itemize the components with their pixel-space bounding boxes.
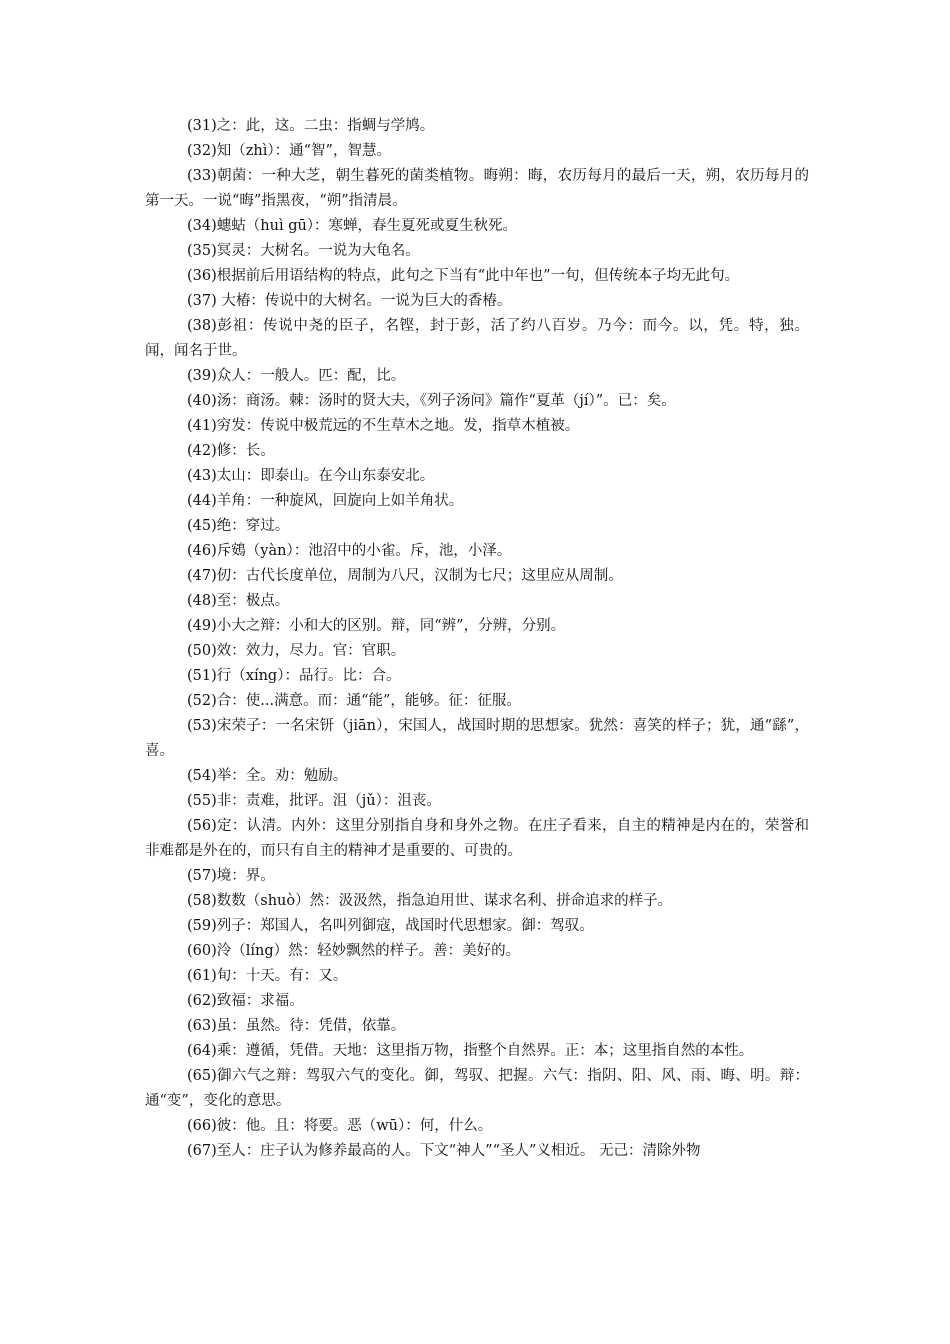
note-50: (50)效：效力，尽力。官：官职。 bbox=[187, 643, 406, 659]
note-55: (55)非：责难，批评。沮（jǔ）：沮丧。 bbox=[187, 793, 441, 809]
note-32: (32)知（zhì）：通“智”，智慧。 bbox=[187, 143, 391, 159]
note-33: (33)朝菌：一种大芝，朝生暮死的菌类植物。晦朔：晦，农历每月的最后一天，朔，农历每月的第一天。一说“晦”指黑夜，“朔”指清晨。 bbox=[145, 168, 809, 209]
note-43: (43)太山：即泰山。在今山东泰安北。 bbox=[187, 468, 435, 484]
note-54: (54)举：全。劝：勉励。 bbox=[187, 768, 348, 784]
note-36: (36)根据前后用语结构的特点，此句之下当有“此中年也”一句，但传统本子均无此句。 bbox=[187, 268, 740, 284]
note-31: (31)之：此，这。二虫：指蜩与学鸠。 bbox=[187, 118, 435, 134]
note-57: (57)境：界。 bbox=[187, 868, 275, 884]
note-35: (35)冥灵：大树名。一说为大龟名。 bbox=[187, 243, 420, 259]
note-47: (47)仞：古代长度单位，周制为八尺，汉制为七尺；这里应从周制。 bbox=[187, 568, 623, 584]
note-48: (48)至：极点。 bbox=[187, 593, 290, 609]
note-39: (39)众人：一般人。匹：配，比。 bbox=[187, 368, 406, 384]
note-66: (66)彼：他。且：将要。恶（wū）：何，什么。 bbox=[187, 1118, 493, 1134]
note-46: (46)斥鴳（yàn）：池沼中的小雀。斥，池，小泽。 bbox=[187, 543, 512, 559]
note-44: (44)羊角：一种旋风，回旋向上如羊角状。 bbox=[187, 493, 464, 509]
note-51: (51)行（xíng）：品行。比：合。 bbox=[187, 668, 401, 684]
annotation-list bbox=[145, 114, 809, 1164]
note-60: (60)泠（líng）然：轻妙飘然的样子。善：美好的。 bbox=[187, 943, 521, 959]
note-42: (42)修：长。 bbox=[187, 443, 275, 459]
note-65: (65)御六气之辩：驾驭六气的变化。御，驾驭、把握。六气：指阴、阳、风、雨、晦、明。辩：通“变”，变化的意思。 bbox=[145, 1068, 809, 1109]
note-63: (63)虽：虽然。待：凭借，依靠。 bbox=[187, 1018, 406, 1034]
note-34: (34)蟪蛄（huì gū）：寒蝉，春生夏死或夏生秋死。 bbox=[187, 218, 518, 234]
note-59: (59)列子：郑国人，名叫列御寇，战国时代思想家。御：驾驭。 bbox=[187, 918, 594, 934]
note-38: (38)彭祖：传说中尧的臣子，名铿，封于彭，活了约八百岁。乃今：而今。以，凭。特，独。闻，闻名于世。 bbox=[145, 318, 809, 359]
note-56: (56)定：认清。内外：这里分别指自身和身外之物。在庄子看来，自主的精神是内在的，荣誉和非难都是外在的，而只有自主的精神才是重要的、可贵的。 bbox=[145, 818, 809, 859]
note-45: (45)绝：穿过。 bbox=[187, 518, 290, 534]
note-62: (62)致福：求福。 bbox=[187, 993, 304, 1009]
note-67: (67)至人：庄子认为修养最高的人。下文“神人”“圣人”义相近。 无己：清除外物 bbox=[187, 1143, 701, 1159]
note-40: (40)汤：商汤。棘：汤时的贤大夫，《列子汤问》篇作“夏革（jí）”。已：矣。 bbox=[187, 393, 676, 409]
note-53: (53)宋荣子：一名宋钘（jiān），宋国人，战国时期的思想家。犹然：喜笑的样子；犹，通“繇”，喜。 bbox=[145, 718, 809, 759]
note-61: (61)旬：十天。有：又。 bbox=[187, 968, 348, 984]
note-37: (37) 大椿：传说中的大树名。一说为巨大的香椿。 bbox=[187, 293, 512, 309]
note-49: (49)小大之辩：小和大的区别。辩，同“辨”，分辨，分别。 bbox=[187, 618, 566, 634]
note-58: (58)数数（shuò）然：汲汲然，指急迫用世、谋求名利、拼命追求的样子。 bbox=[187, 893, 673, 909]
note-52: (52)合：使...满意。而：通“能”，能够。征：征服。 bbox=[187, 693, 521, 709]
note-64: (64)乘：遵循，凭借。天地：这里指万物，指整个自然界。正：本；这里指自然的本性。 bbox=[187, 1043, 754, 1059]
note-41: (41)穷发：传说中极荒远的不生草木之地。发，指草木植被。 bbox=[187, 418, 580, 434]
